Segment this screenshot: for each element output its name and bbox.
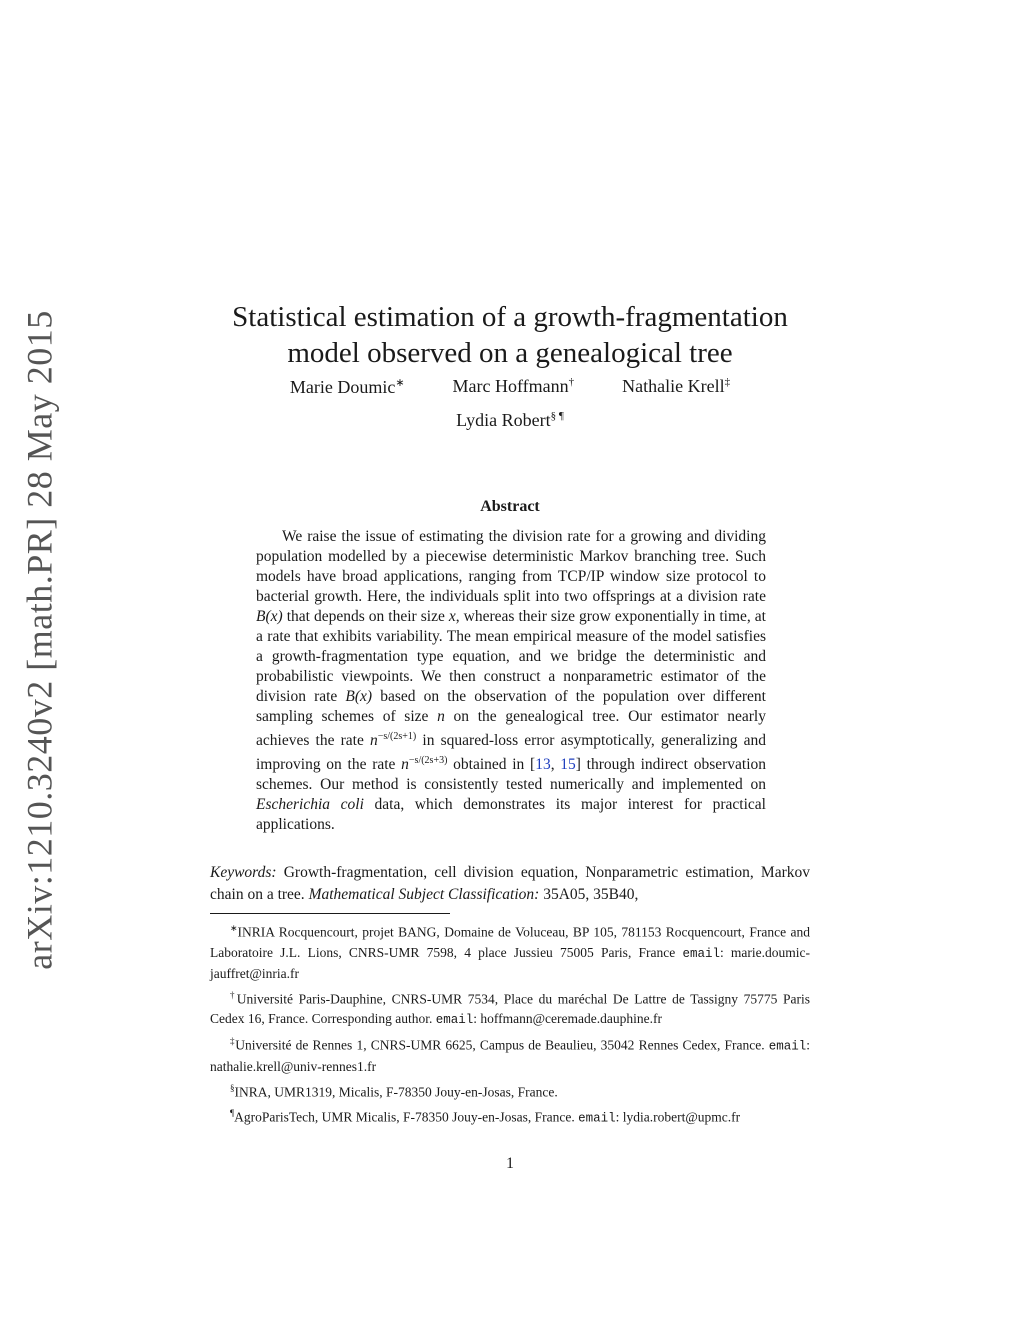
msc-label: Mathematical Subject Classification: xyxy=(308,886,540,903)
author-krell: Nathalie Krell‡ xyxy=(622,376,731,396)
arxiv-stamp-text: arXiv:1210.3240v2 [math.PR] 28 May 2015 xyxy=(20,310,61,970)
author-list xyxy=(200,376,820,398)
arxiv-stamp xyxy=(16,310,64,970)
footnote-hoffmann: †Université Paris-Dauphine, CNRS-UMR 7534, Place du maréchal De Lattre de Tassigny 75775 Paris Cedex 16, France. Corresponding author. email: hoffmann@ceremade.dauphine.fr xyxy=(210,989,811,1027)
keywords: Keywords: Growth-fragmentation, cell division equation, Nonparametric estimation, Markov chain on a tree. Mathematical Subject Classification: 35A05, 35B40, xyxy=(210,864,810,903)
title-line-1: Statistical estimation of a growth-fragmentation xyxy=(232,301,788,334)
author-robert: Lydia Robert§ ¶ xyxy=(456,410,564,430)
footnote-doumic: ∗INRIA Rocquencourt, projet BANG, Domaine de Voluceau, BP 105, 781153 Rocquencourt, France and Laboratoire J.L. Lions, CNRS-UMR 7598, 4 place Jussieu 75005 Paris, France email: marie.doumic-jauffret@inria.fr xyxy=(210,923,810,981)
author-doumic: Marie Doumic∗ xyxy=(289,377,405,397)
footnote-robert: ¶AgroParisTech, UMR Micalis, F-78350 Jouy-en-Josas, France. email: lydia.robert@upmc.fr xyxy=(230,1108,741,1126)
page-number: 1 xyxy=(506,1155,514,1172)
title-line-2: model observed on a genealogical tree xyxy=(287,337,733,370)
abstract-body: We raise the issue of estimating the division rate for a growing and dividing population modelled by a piecewise deterministic Markov branching tree. Such models have broad applications, ranging from TCP/IP window size protocol to bacterial growth. Here, the individuals split into two offsprings at a division rate B(x) that depends on their size x, whereas their size grow exponentially in time, at a rate that exhibits variability. The mean empirical measure of the model satisfies a growth-fragmentation type equation, and we bridge the deterministic and probabilistic viewpoints. We then construct a nonparametric estimator of the division rate B(x) based on the observation of the population over different sampling schemes of size n on the genealogical tree. Our estimator nearly achieves the rate $n^{-s/(2s+1)}$ in squared-loss error asymptotically, generalizing and improving on the rate $n^{-s/(2s+3)}$ obtained in [13, 15] through indirect observation schemes. Our method is consistently tested numerically and implemented on Escherichia coli data, which demonstrates its major interest for practical applications. xyxy=(256,528,767,834)
abstract-heading: Abstract xyxy=(480,498,540,515)
citation-13[interactable]: 13 xyxy=(535,756,551,774)
author-list-row-2 xyxy=(200,410,820,431)
keywords-label: Keywords: xyxy=(210,864,277,881)
citation-15[interactable]: 15 xyxy=(560,756,576,774)
footnote-krell: ‡Université de Rennes 1, CNRS-UMR 6625, Campus de Beaulieu, 35042 Rennes Cedex, France. email: nathalie.krell@univ-rennes1.fr xyxy=(210,1036,811,1074)
footnote-inra: §INRA, UMR1319, Micalis, F-78350 Jouy-en-Josas, France. xyxy=(230,1082,558,1099)
footnote-rule xyxy=(210,913,450,914)
paper-title xyxy=(180,299,840,371)
author-hoffmann: Marc Hoffmann† xyxy=(452,376,575,396)
footnotes xyxy=(210,918,810,1130)
